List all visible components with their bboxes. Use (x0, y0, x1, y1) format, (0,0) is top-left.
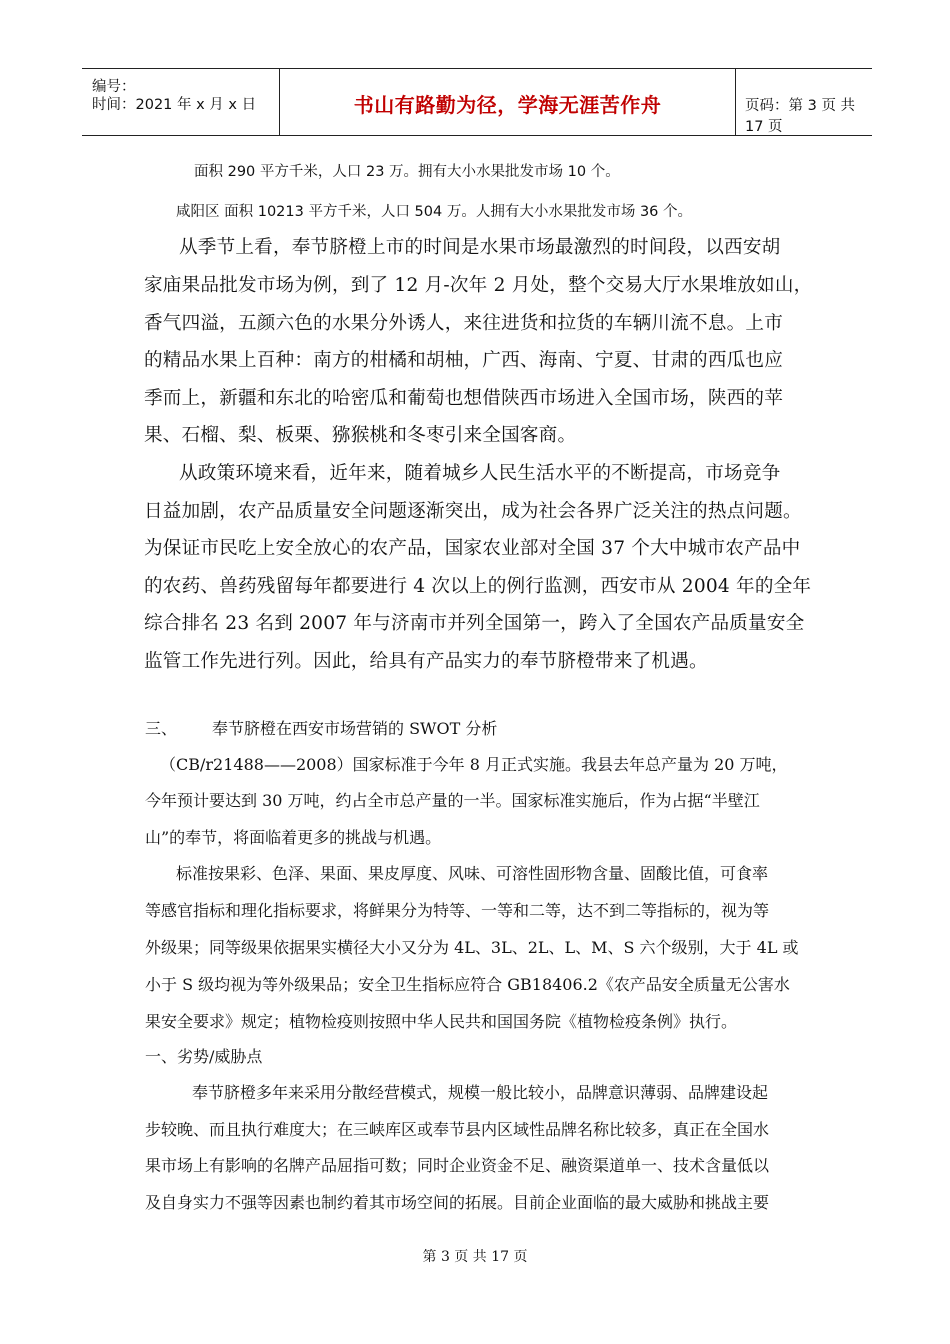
para3-line: 今年预计要达到 30 万吨，约占全市总产量的一半。国家标准实施后，作为占据“半壁江 (145, 791, 760, 810)
para4-line: 小于 S 级均视为等外级果品；安全卫生指标应符合 GB18406.2《农产品安全质量无公害水 (145, 975, 790, 994)
para2-line: 监管工作先进行列。因此，给具有产品实力的奉节脐橙带来了机遇。 (144, 651, 708, 672)
sub-heading: 一、劣势/威胁点 (145, 1047, 263, 1066)
region-line-2: 咸阳区 面积 10213 平方千米，人口 504 万。人拥有大小水果批发市场 36 个。 (176, 204, 693, 220)
para2-line: 的农药、兽药残留每年都要进行 4 次以上的例行监测，西安市从 2004 年的全年 (144, 576, 812, 597)
para4-line: 果安全要求》规定；植物检疫则按照中华人民共和国国务院《植物检疫条例》执行。 (145, 1012, 738, 1031)
motto: 书山有路勤为径，学海无涯苦作舟 (353, 93, 662, 117)
page-header (82, 68, 872, 136)
para4-line: 外级果；同等级果依据果实横径大小又分为 4L、3L、2L、L、M、S 六个级别，大于 4L 或 (145, 938, 799, 957)
para5-line: 步较晚、而且执行难度大；在三峡库区或奉节县内区域性品牌名称比较多，真正在全国水 (145, 1120, 770, 1139)
para1-line: 果、石榴、梨、板栗、猕猴桃和冬枣引来全国客商。 (144, 425, 577, 446)
section-number: 三、 (145, 719, 178, 738)
para4-line: 标准按果彩、色泽、果面、果皮厚度、风味、可溶性固形物含量、固酸比值，可食率 (176, 864, 769, 883)
page-code: 页码：第 3 页 共 17 页 (745, 98, 856, 135)
para3-line: （CB/r21488——2008）国家标准于今年 8 月正式实施。我县去年总产量为 20 万吨， (160, 755, 788, 774)
para1-line: 季而上，新疆和东北的哈密瓜和葡萄也想借陕西市场进入全国市场，陕西的苹 (144, 388, 783, 409)
para2-line: 综合排名 23 名到 2007 年与济南市并列全国第一，跨入了全国农产品质量安全 (144, 613, 805, 634)
page-footer: 第 3 页 共 17 页 (422, 1249, 528, 1265)
header-right-cell (735, 69, 872, 135)
para2-line: 为保证市民吃上安全放心的农产品，国家农业部对全国 37 个大中城市农产品中 (144, 538, 801, 559)
para1-line: 家庙果品批发市场为例，到了 12 月-次年 2 月处，整个交易大厅水果堆放如山， (144, 275, 813, 296)
para1-line: 香气四溢，五颜六色的水果分外诱人，来往进货和拉货的车辆川流不息。上市 (144, 313, 783, 334)
para3-line: 山”的奉节，将面临着更多的挑战与机遇。 (145, 828, 442, 847)
para5-line: 果市场上有影响的名牌产品屈指可数；同时企业资金不足、融资渠道单一、技术含量低以 (145, 1156, 770, 1175)
header-left-cell (82, 69, 279, 135)
para5-line: 奉节脐橙多年来采用分散经营模式，规模一般比较小，品牌意识薄弱、品牌建设起 (192, 1083, 769, 1102)
number-label: 编号： (92, 79, 136, 95)
para4-line: 等感官指标和理化指标要求，将鲜果分为特等、一等和二等，达不到二等指标的，视为等 (145, 901, 770, 920)
para2-line: 从政策环境来看，近年来，随着城乡人民生活水平的不断提高，市场竞争 (179, 463, 781, 484)
para5-line: 及自身实力不强等因素也制约着其市场空间的拓展。目前企业面临的最大威胁和挑战主要 (145, 1193, 770, 1212)
para1-line: 的精品水果上百种：南方的柑橘和胡柚，广西、海南、宁夏、甘肃的西瓜也应 (144, 350, 783, 371)
region-line-1: 面积 290 平方千米，人口 23 万。拥有大小水果批发市场 10 个。 (194, 164, 620, 180)
para2-line: 日益加剧，农产品质量安全问题逐渐突出，成为社会各界广泛关注的热点问题。 (144, 501, 802, 522)
section-title: 奉节脐橙在西安市场营销的 SWOT 分析 (212, 719, 498, 738)
header-motto-cell (279, 69, 736, 135)
para1-line: 从季节上看，奉节脐橙上市的时间是水果市场最激烈的时间段，以西安胡 (179, 237, 781, 258)
date-label: 时间：2021 年 x 月 x 日 (92, 97, 257, 113)
